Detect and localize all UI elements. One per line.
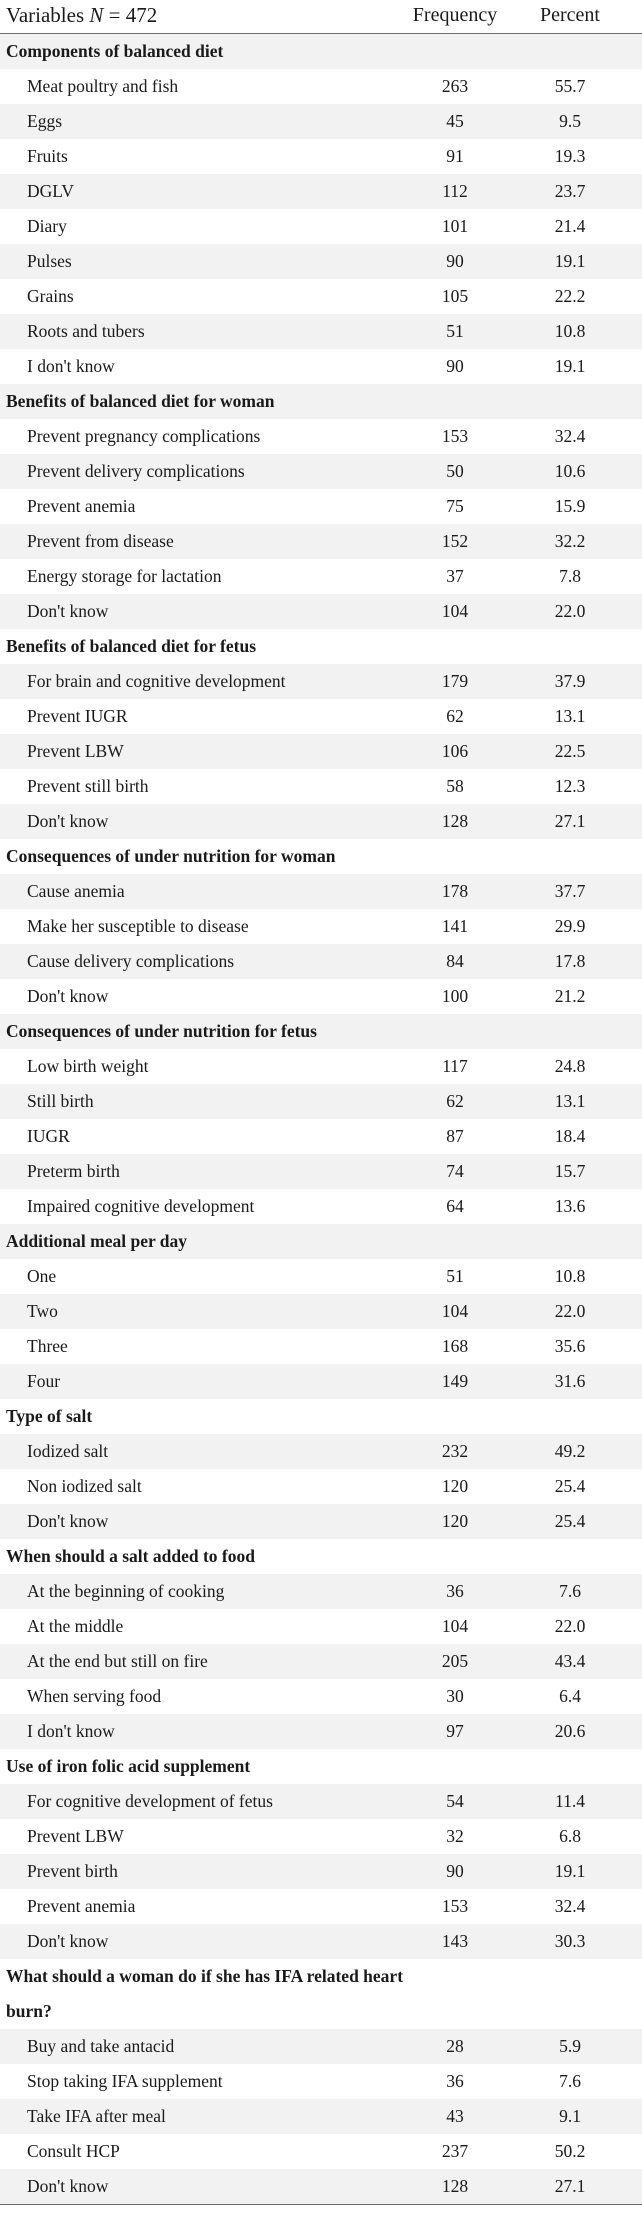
- row-label: Stop taking IFA supplement: [27, 2071, 223, 2091]
- row-label: Four: [27, 1371, 61, 1391]
- row-percent: 22.0: [554, 601, 586, 621]
- table-row: [0, 1119, 642, 1154]
- row-percent: 43.4: [554, 1651, 586, 1671]
- row-label: Meat poultry and fish: [27, 76, 179, 96]
- variables-label: Variables: [6, 3, 90, 27]
- row-label: Impaired cognitive development: [27, 1196, 255, 1216]
- row-percent: 19.1: [554, 356, 586, 376]
- row-percent: 29.9: [554, 916, 586, 936]
- section-title: Additional meal per day: [6, 1231, 188, 1251]
- row-percent: 15.9: [554, 496, 586, 516]
- table-row: [0, 1364, 642, 1399]
- row-percent: 22.0: [554, 1616, 586, 1636]
- table-bottom-rule: [0, 2204, 642, 2221]
- row-label: Prevent anemia: [27, 496, 136, 516]
- row-frequency: 64: [446, 1196, 464, 1216]
- row-percent: 7.6: [559, 2071, 581, 2091]
- row-frequency: 120: [441, 1511, 469, 1531]
- row-frequency: 97: [446, 1721, 464, 1741]
- row-frequency: 104: [441, 1616, 469, 1636]
- row-frequency: 106: [441, 741, 469, 761]
- percent-header: Percent: [540, 4, 600, 26]
- row-label: Cause delivery complications: [27, 951, 235, 971]
- table-row: [0, 944, 642, 979]
- row-label: I don't know: [27, 356, 115, 376]
- table-row: [0, 1609, 642, 1644]
- row-percent: 13.1: [554, 706, 586, 726]
- row-label: Prevent LBW: [27, 741, 124, 761]
- row-label: Prevent still birth: [27, 776, 149, 796]
- section-title: Consequences of under nutrition for woman: [6, 846, 336, 866]
- table-row: [0, 2169, 642, 2204]
- row-frequency: 32: [446, 1826, 464, 1846]
- row-frequency: 28: [446, 2036, 464, 2056]
- table-row: [0, 209, 642, 244]
- row-frequency: 128: [441, 811, 469, 831]
- frequency-header: Frequency: [412, 4, 498, 26]
- row-percent: 12.3: [554, 776, 586, 796]
- table-row: [0, 524, 642, 559]
- section-heading: [0, 1959, 642, 2029]
- table-row: [0, 1644, 642, 1679]
- row-label: At the end but still on fire: [27, 1651, 208, 1671]
- row-percent: 10.6: [554, 461, 586, 481]
- section-heading: [0, 1014, 642, 1049]
- row-frequency: 51: [446, 1266, 464, 1286]
- row-label: Don't know: [27, 1931, 109, 1951]
- row-frequency: 205: [441, 1651, 469, 1671]
- row-percent: 19.1: [554, 251, 586, 271]
- row-label: DGLV: [27, 181, 74, 201]
- row-frequency: 90: [446, 1861, 464, 1881]
- section-title: Consequences of under nutrition for fetus: [6, 1021, 317, 1041]
- row-label: Don't know: [27, 601, 109, 621]
- section-title: Type of salt: [6, 1406, 93, 1426]
- table-row: [0, 1189, 642, 1224]
- row-label: Roots and tubers: [27, 321, 145, 341]
- row-label: Eggs: [27, 111, 62, 131]
- table-row: [0, 559, 642, 594]
- row-label: Prevent delivery complications: [27, 461, 245, 481]
- row-frequency: 143: [441, 1931, 469, 1951]
- table-row: [0, 2064, 642, 2099]
- row-percent: 17.8: [554, 951, 586, 971]
- row-percent: 10.8: [554, 321, 586, 341]
- table-row: [0, 2099, 642, 2134]
- section-title: Components of balanced diet: [6, 41, 224, 61]
- row-percent: 35.6: [554, 1336, 586, 1356]
- row-frequency: 153: [441, 1896, 469, 1916]
- table-row: [0, 69, 642, 104]
- table-row: [0, 279, 642, 314]
- row-percent: 32.4: [554, 1896, 586, 1916]
- row-frequency: 263: [441, 76, 469, 96]
- table-row: [0, 244, 642, 279]
- row-frequency: 45: [446, 111, 464, 131]
- table-row: [0, 594, 642, 629]
- table-row: [0, 104, 642, 139]
- row-frequency: 62: [446, 706, 464, 726]
- row-frequency: 37: [446, 566, 464, 586]
- row-label: Non iodized salt: [27, 1476, 142, 1496]
- row-percent: 10.8: [554, 1266, 586, 1286]
- row-frequency: 168: [441, 1336, 469, 1356]
- table-body: [0, 34, 642, 2204]
- table-row: [0, 1084, 642, 1119]
- row-percent: 13.6: [554, 1196, 586, 1216]
- row-label: Three: [27, 1336, 68, 1356]
- row-percent: 50.2: [554, 2141, 586, 2161]
- table-row: [0, 1504, 642, 1539]
- row-label: Make her susceptible to disease: [27, 916, 249, 936]
- row-frequency: 90: [446, 251, 464, 271]
- row-label: IUGR: [27, 1126, 70, 1146]
- table-row: [0, 419, 642, 454]
- table-row: [0, 139, 642, 174]
- row-percent: 6.4: [559, 1686, 581, 1706]
- table-row: [0, 314, 642, 349]
- row-label: Still birth: [27, 1091, 94, 1111]
- row-percent: 30.3: [554, 1931, 586, 1951]
- row-percent: 37.9: [554, 671, 586, 691]
- row-label: Cause anemia: [27, 881, 125, 901]
- section-title: What should a woman do if she has IFA related heart burn?: [6, 1966, 404, 2021]
- row-label: Take IFA after meal: [27, 2106, 166, 2126]
- row-frequency: 149: [441, 1371, 469, 1391]
- row-label: One: [27, 1266, 57, 1286]
- row-label: Preterm birth: [27, 1161, 120, 1181]
- table-row: [0, 1049, 642, 1084]
- row-frequency: 141: [441, 916, 469, 936]
- row-percent: 55.7: [554, 76, 586, 96]
- table-row: [0, 454, 642, 489]
- row-label: Two: [27, 1301, 58, 1321]
- row-percent: 22.2: [554, 286, 586, 306]
- table-row: [0, 489, 642, 524]
- table-row: [0, 664, 642, 699]
- table-row: [0, 1574, 642, 1609]
- row-percent: 32.2: [554, 531, 586, 551]
- row-percent: 9.1: [559, 2106, 581, 2126]
- table-header: [0, 0, 642, 34]
- row-label: I don't know: [27, 1721, 115, 1741]
- section-title: Benefits of balanced diet for woman: [6, 391, 275, 411]
- row-percent: 19.1: [554, 1861, 586, 1881]
- row-label: When serving food: [27, 1686, 162, 1706]
- row-frequency: 117: [442, 1056, 468, 1076]
- row-percent: 6.8: [559, 1826, 581, 1846]
- table-row: [0, 1714, 642, 1749]
- table-row: [0, 874, 642, 909]
- row-frequency: 75: [446, 496, 464, 516]
- table-row: [0, 909, 642, 944]
- row-percent: 9.5: [559, 111, 581, 131]
- table-row: [0, 734, 642, 769]
- row-percent: 27.1: [554, 811, 586, 831]
- section-heading: [0, 1224, 642, 1259]
- row-frequency: 50: [446, 461, 464, 481]
- row-frequency: 62: [446, 1091, 464, 1111]
- table-row: [0, 349, 642, 384]
- section-title: Use of iron folic acid supplement: [6, 1756, 251, 1776]
- row-frequency: 30: [446, 1686, 464, 1706]
- table-row: [0, 174, 642, 209]
- row-label: At the beginning of cooking: [27, 1581, 225, 1601]
- row-percent: 25.4: [554, 1476, 586, 1496]
- row-percent: 22.5: [554, 741, 586, 761]
- row-frequency: 84: [446, 951, 464, 971]
- row-percent: 19.3: [554, 146, 586, 166]
- row-percent: 31.6: [554, 1371, 586, 1391]
- table-row: [0, 1679, 642, 1714]
- row-label: Grains: [27, 286, 74, 306]
- section-heading: [0, 1399, 642, 1434]
- row-label: Don't know: [27, 2176, 109, 2196]
- row-label: Don't know: [27, 986, 109, 1006]
- row-percent: 22.0: [554, 1301, 586, 1321]
- section-heading: [0, 1539, 642, 1574]
- row-frequency: 153: [441, 426, 469, 446]
- table-row: [0, 769, 642, 804]
- row-label: Prevent LBW: [27, 1826, 124, 1846]
- row-percent: 5.9: [559, 2036, 581, 2056]
- row-percent: 49.2: [554, 1441, 586, 1461]
- row-frequency: 54: [446, 1791, 464, 1811]
- table-row: [0, 1259, 642, 1294]
- row-percent: 11.4: [555, 1791, 585, 1811]
- section-heading: [0, 384, 642, 419]
- table-row: [0, 1889, 642, 1924]
- row-percent: 7.6: [559, 1581, 581, 1601]
- row-label: Prevent pregnancy complications: [27, 426, 261, 446]
- row-label: Energy storage for lactation: [27, 566, 222, 586]
- row-label: Don't know: [27, 811, 109, 831]
- row-frequency: 105: [441, 286, 469, 306]
- row-frequency: 101: [441, 216, 469, 236]
- row-frequency: 91: [446, 146, 464, 166]
- row-frequency: 36: [446, 2071, 464, 2091]
- row-frequency: 178: [441, 881, 469, 901]
- row-label: Fruits: [27, 146, 68, 166]
- row-frequency: 51: [446, 321, 464, 341]
- table-row: [0, 1854, 642, 1889]
- row-frequency: 58: [446, 776, 464, 796]
- row-frequency: 87: [446, 1126, 464, 1146]
- table-row: [0, 1294, 642, 1329]
- row-frequency: 120: [441, 1476, 469, 1496]
- n-value: = 472: [103, 3, 158, 27]
- table-row: [0, 1819, 642, 1854]
- row-label: Iodized salt: [27, 1441, 109, 1461]
- row-label: For brain and cognitive development: [27, 671, 286, 691]
- row-frequency: 128: [441, 2176, 469, 2196]
- row-label: At the middle: [27, 1616, 124, 1636]
- table-row: [0, 1434, 642, 1469]
- row-percent: 32.4: [554, 426, 586, 446]
- row-label: Diary: [27, 216, 67, 236]
- row-frequency: 104: [441, 601, 469, 621]
- section-heading: [0, 629, 642, 664]
- row-label: For cognitive development of fetus: [27, 1791, 273, 1811]
- row-frequency: 104: [441, 1301, 469, 1321]
- row-percent: 15.7: [554, 1161, 586, 1181]
- table-row: [0, 699, 642, 734]
- row-frequency: 100: [441, 986, 469, 1006]
- row-label: Don't know: [27, 1511, 109, 1531]
- table-row: [0, 1924, 642, 1959]
- row-frequency: 74: [446, 1161, 464, 1181]
- row-percent: 25.4: [554, 1511, 586, 1531]
- row-frequency: 232: [441, 1441, 469, 1461]
- row-label: Prevent birth: [27, 1861, 118, 1881]
- table-row: [0, 1154, 642, 1189]
- section-title: When should a salt added to food: [6, 1546, 255, 1566]
- table-row: [0, 979, 642, 1014]
- section-heading: [0, 34, 642, 69]
- table-row: [0, 1784, 642, 1819]
- section-heading: [0, 839, 642, 874]
- row-label: Prevent from disease: [27, 531, 174, 551]
- row-percent: 21.2: [554, 986, 586, 1006]
- row-frequency: 152: [441, 531, 469, 551]
- row-frequency: 112: [442, 181, 468, 201]
- section-title: Benefits of balanced diet for fetus: [6, 636, 256, 656]
- row-label: Prevent IUGR: [27, 706, 128, 726]
- row-percent: 37.7: [554, 881, 586, 901]
- row-frequency: 90: [446, 356, 464, 376]
- row-label: Low birth weight: [27, 1056, 149, 1076]
- table-row: [0, 1329, 642, 1364]
- row-label: Consult HCP: [27, 2141, 120, 2161]
- row-percent: 24.8: [554, 1056, 586, 1076]
- n-symbol: N: [89, 3, 104, 27]
- row-percent: 27.1: [554, 2176, 586, 2196]
- row-percent: 21.4: [554, 216, 586, 236]
- row-label: Buy and take antacid: [27, 2036, 175, 2056]
- row-label: Pulses: [27, 251, 72, 271]
- table-row: [0, 2134, 642, 2169]
- row-percent: 18.4: [554, 1126, 586, 1146]
- row-percent: 13.1: [554, 1091, 586, 1111]
- table-row: [0, 1469, 642, 1504]
- row-frequency: 179: [441, 671, 469, 691]
- section-heading: [0, 1749, 642, 1784]
- row-percent: 23.7: [554, 181, 586, 201]
- row-percent: 20.6: [554, 1721, 586, 1741]
- row-frequency: 36: [446, 1581, 464, 1601]
- table-row: [0, 2029, 642, 2064]
- row-frequency: 43: [446, 2106, 464, 2126]
- row-frequency: 237: [441, 2141, 469, 2161]
- variables-header: [6, 0, 157, 31]
- row-percent: 7.8: [559, 566, 581, 586]
- row-label: Prevent anemia: [27, 1896, 136, 1916]
- table-row: [0, 804, 642, 839]
